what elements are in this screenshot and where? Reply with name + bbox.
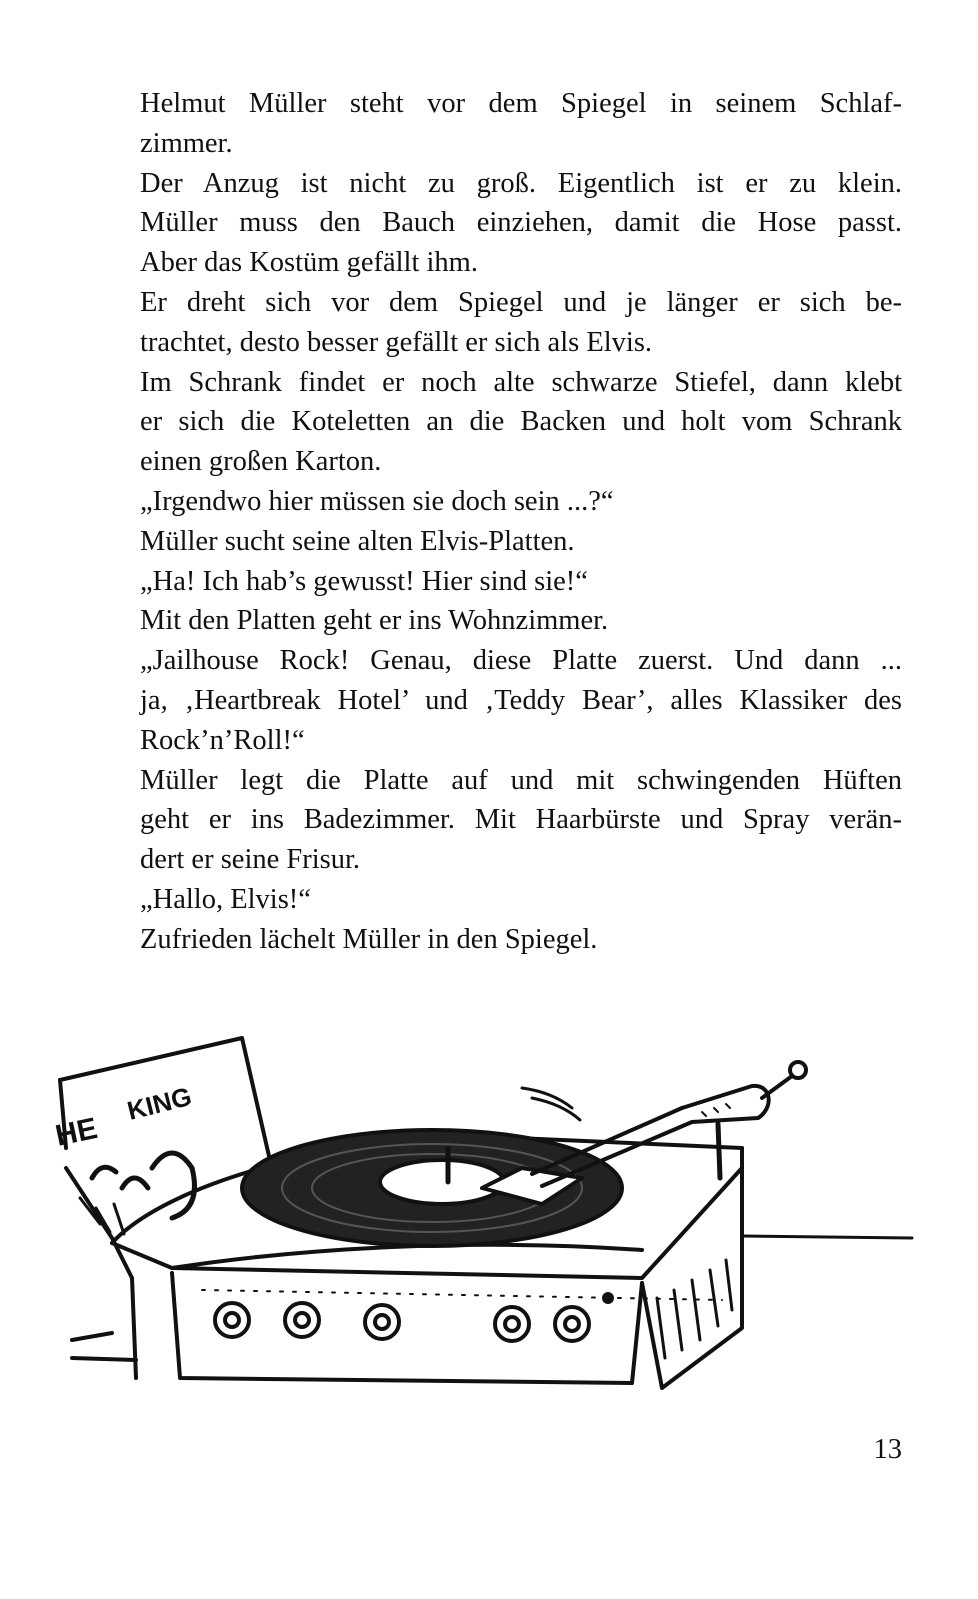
story-line: ja, ‚Heartbreak Hotel’ und ‚Teddy Bear’, alles Klassiker des [140, 684, 902, 716]
story-text [140, 84, 902, 960]
story-line: „Hallo, Elvis!“ [140, 883, 311, 915]
story-line: trachtet, desto besser gefällt er sich als Elvis. [140, 326, 653, 358]
story-line: Rock’n’Roll!“ [140, 724, 305, 756]
vinyl-record [242, 1088, 622, 1246]
tone-arm [482, 1062, 806, 1204]
story-line: Im Schrank findet er noch alte schwarze Stiefel, dann klebt [140, 366, 902, 398]
story-line: Müller sucht seine alten Elvis-Platten. [140, 525, 575, 557]
story-line: zimmer. [140, 127, 233, 159]
story-line: geht er ins Badezimmer. Mit Haarbürste und Spray verän- [140, 804, 902, 836]
story-line: Er dreht sich vor dem Spiegel und je länger er sich be- [140, 286, 902, 318]
svg-text:KING: KING [124, 1080, 195, 1126]
story-line: Mit den Platten geht er ins Wohnzimmer. [140, 605, 609, 637]
story-line: er sich die Koteletten an die Backen und holt vom Schrank [140, 406, 902, 438]
story-line: „Irgendwo hier müssen sie doch sein ...?“ [140, 485, 614, 517]
story-line: dert er seine Frisur. [140, 844, 361, 876]
svg-text:HE: HE [52, 1111, 101, 1153]
story-line: Helmut Müller steht vor dem Spiegel in seinem Schlaf- [140, 88, 902, 119]
page-number: 13 [873, 1434, 902, 1465]
story-line: Zufrieden lächelt Müller in den Spiegel. [140, 923, 598, 955]
story-line: einen großen Karton. [140, 446, 382, 478]
story-line: Müller legt die Platte auf und mit schwingenden Hüften [140, 764, 902, 796]
floor-line [742, 1236, 912, 1238]
story-line: „Ha! Ich hab’s gewusst! Hier sind sie!“ [140, 565, 588, 597]
record-player-illustration [52, 1028, 918, 1408]
story-line: „Jailhouse Rock! Genau, diese Platte zuerst. Und dann ... [140, 645, 902, 677]
album-sleeve [53, 1038, 274, 1278]
story-line: Der Anzug ist nicht zu groß. Eigentlich ist er zu klein. [140, 167, 902, 199]
story-line: Aber das Kostüm gefällt ihm. [140, 247, 478, 279]
story-line: Müller muss den Bauch einziehen, damit die Hose passt. [140, 207, 902, 239]
